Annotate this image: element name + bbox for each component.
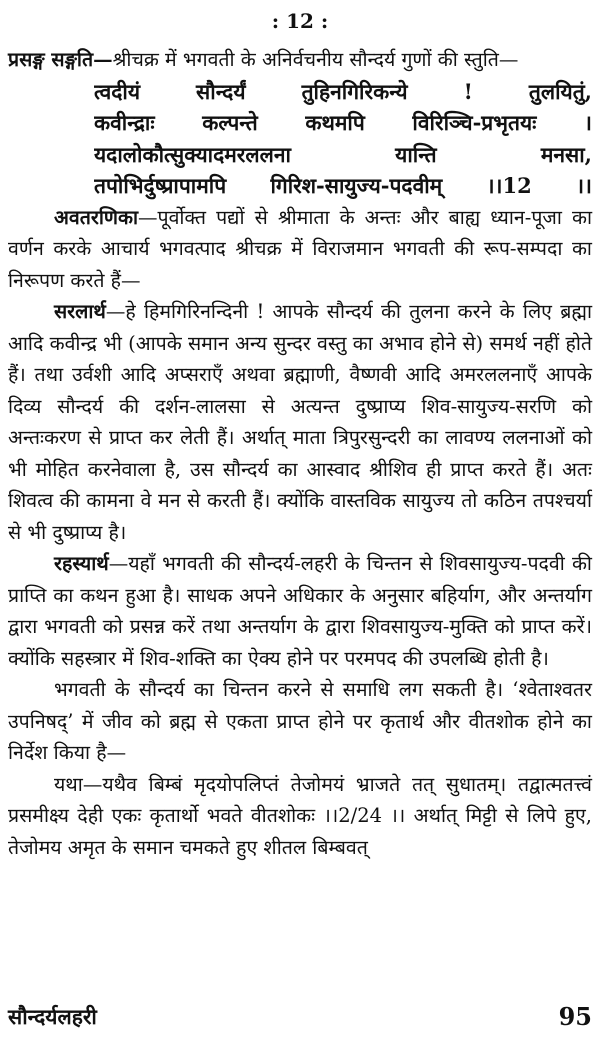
verse-line-2: कवीन्द्राः कल्पन्ते कथमपि विरिञ्चि-प्रभृतयः । bbox=[94, 110, 592, 135]
rahasyartha-paragraph bbox=[8, 548, 592, 674]
chintan-paragraph: भगवती के सौन्दर्य का चिन्तन करने से समाधि लग सकती है। ‘श्वेताश्वतर उपनिषद्’ में जीव को ब्रह्म से एकता प्राप्त होने पर कृतार्थ और वीतशोक होने का निर्देश किया है— bbox=[8, 678, 592, 764]
page-marker: : 12 : bbox=[271, 9, 329, 33]
verse-line-1: त्वदीयं सौन्दर्यं तुहिनगिरिकन्ये ! तुलयितुं, bbox=[94, 78, 592, 104]
page-footer bbox=[8, 997, 592, 1031]
avataranika-paragraph bbox=[8, 202, 592, 297]
saralartha-paragraph bbox=[8, 296, 592, 548]
verse-line-3: यदालोकौत्सुक्यादमरललना यान्ति मनसा, bbox=[94, 141, 592, 167]
context-label: प्रसङ्ग सङ्गति— bbox=[8, 48, 113, 71]
sanskrit-verse bbox=[8, 76, 592, 202]
verse-line-4: तपोभिर्दुष्प्रापामपि गिरिश-सायुज्य-पदवीम् ।।12 ।। bbox=[94, 173, 592, 198]
context-text: श्रीचक्र में भगवती के अनिर्वचनीय सौन्दर्य गुणों की स्तुति— bbox=[112, 48, 519, 71]
saralartha-label: सरलार्थ bbox=[54, 300, 106, 323]
avataranika-text: —पूर्वोक्त पद्यों से श्रीमाता के अन्तः और बाह्य ध्यान-पूजा का वर्णन करके आचार्य भगवत्पाद श्रीचक्र में विराजमान भगवती की रूप-सम्पदा का निरूपण करते हैं— bbox=[8, 205, 592, 292]
book-title: सौन्दर्यलहरी bbox=[8, 1004, 97, 1029]
yatha-paragraph: यथा—यथैव बिम्बं मृदयोपलिप्तं तेजोमयं भ्राजते तत् सुधातम्। तद्वात्मतत्त्वं प्रसमीक्ष्य देही एकः कृतार्थो भवते वीतशोकः ।।2/24 ।। अर्थात् मिट्टी से लिपे हुए, तेजोमय अमृत के समान चमकते हुए शीतल बिम्बवत् bbox=[8, 772, 592, 859]
rahasyartha-label: रहस्यार्थ bbox=[54, 552, 109, 575]
avataranika-label: अवतरणिका bbox=[54, 205, 139, 229]
page-number: 95 bbox=[558, 1002, 592, 1031]
context-paragraph bbox=[8, 44, 592, 76]
rahasyartha-text: —यहाँ भगवती की सौन्दर्य-लहरी के चिन्तन से शिवसायुज्य-पदवी की प्राप्ति का कथन हुआ है। साधक अपने अधिकार के अनुसार बहिर्याग, और अन्तर्याग द्वारा भगवती को प्रसन्न करें तथा अन्तर्याग के द्वारा शिवसायुज्य-मुक्ति को प्राप्त करें। क्योंकि सहस्त्रार में शिव-शक्ति का ऐक्य होने पर परमपद की उपलब्धि होती है। bbox=[8, 552, 592, 670]
saralartha-text: —हे हिमगिरिनन्दिनी ! आपके सौन्दर्य की तुलना करने के लिए ब्रह्मा आदि कवीन्द्र भी (आपके समान अन्य सुन्दर वस्तु का अभाव होने से) समर्थ नहीं होते हैं। तथा उर्वशी आदि अप्सराएँ अथवा ब्रह्माणी, वैष्णवी आदि अमरललनाएँ आपके दिव्य सौन्दर्य की दर्शन-लालसा से अत्यन्त दुष्प्राप्य शिव-सायुज्य-सरणि को अन्तःकरण से प्राप्त कर लेती हैं। अर्थात् माता त्रिपुरसुन्दरी का लावण्य ललनाओं को भी मोहित करनेवाला है, उस सौन्दर्य का आस्वाद श्रीशिव ही प्राप्त करते हैं। अतः शिवत्व की कामना वे मन से करती हैं। क्योंकि वास्तविक सायुज्य तो कठिन तपश्चर्या से भी दुष्प्राप्य है। bbox=[8, 300, 592, 544]
